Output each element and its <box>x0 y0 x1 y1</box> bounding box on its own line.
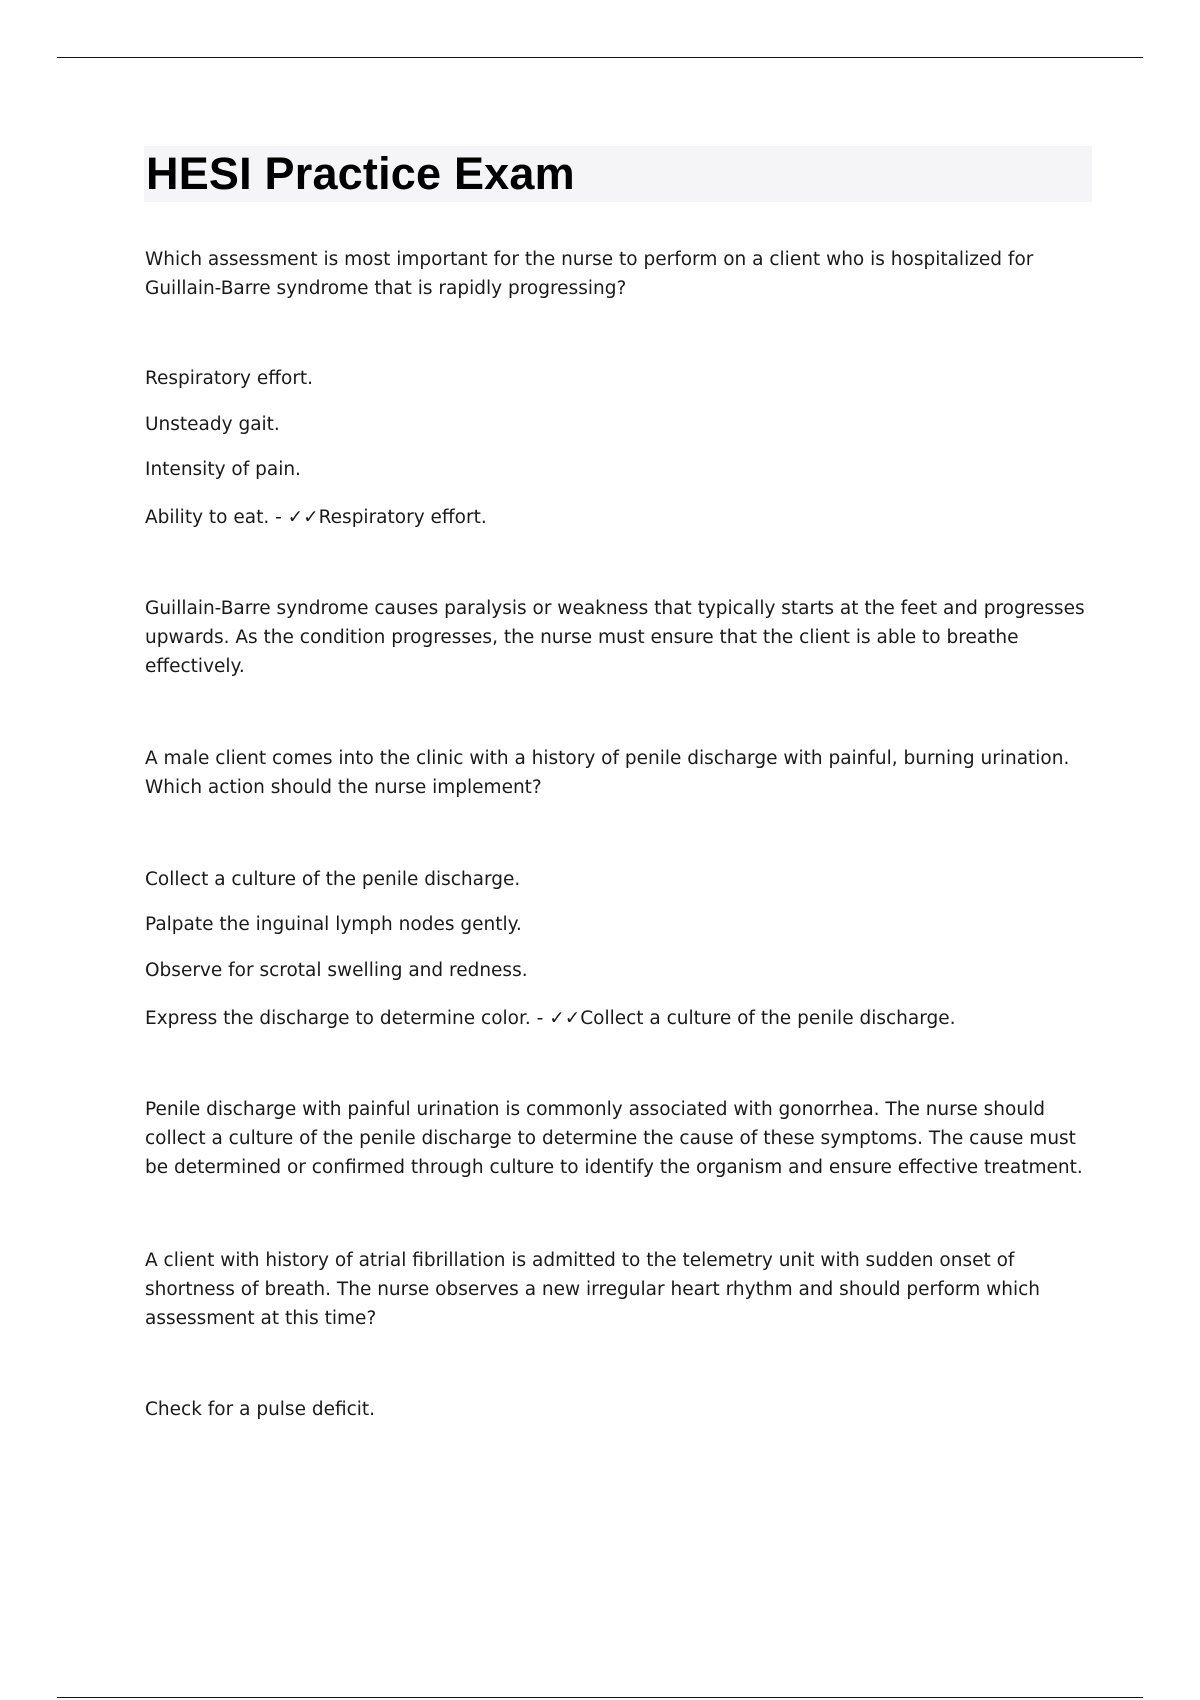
q2-option-3: Observe for scrotal swelling and redness. <box>145 960 528 981</box>
q3-option-1: Check for a pulse deficit. <box>145 1399 376 1420</box>
top-rule <box>57 57 1143 58</box>
question-1: Which assessment is most important for the nurse to perform on a client who is hospitalized for Guillain-Barre syndrome that is rapidly progressing? <box>145 249 1034 299</box>
q2-option-4-answer: Express the discharge to determine color. - ✓✓Collect a culture of the penile discharge. <box>145 1008 956 1029</box>
question-3: A client with history of atrial fibrillation is admitted to the telemetry unit with sudden onset of shortness of breath. The nurse observes a new irregular heart rhythm and should perform which assessment at this time? <box>145 1250 1040 1329</box>
q2-option-1: Collect a culture of the penile discharge. <box>145 869 521 890</box>
q1-option-3: Intensity of pain. <box>145 459 301 480</box>
page-title: HESI Practice Exam <box>146 148 575 199</box>
q2-rationale: Penile discharge with painful urination is commonly associated with gonorrhea. The nurse should collect a culture of the penile discharge to determine the cause of these symptoms. The cause must be determined or confirmed through culture to identify the organism and ensure effective treatment. <box>145 1099 1083 1178</box>
q2-option-2: Palpate the inguinal lymph nodes gently. <box>145 914 522 935</box>
question-2: A male client comes into the clinic with a history of penile discharge with painful, burning urination. Which action should the nurse implement? <box>145 748 1070 798</box>
bottom-rule <box>57 1697 1143 1698</box>
q1-option-4-answer: Ability to eat. - ✓✓Respiratory effort. <box>145 507 487 528</box>
q1-rationale: Guillain-Barre syndrome causes paralysis or weakness that typically starts at the feet and progresses upwards. As the condition progresses, the nurse must ensure that the client is able to breathe effectively. <box>145 598 1085 677</box>
q1-option-1: Respiratory effort. <box>145 368 314 389</box>
q1-option-2: Unsteady gait. <box>145 414 280 435</box>
